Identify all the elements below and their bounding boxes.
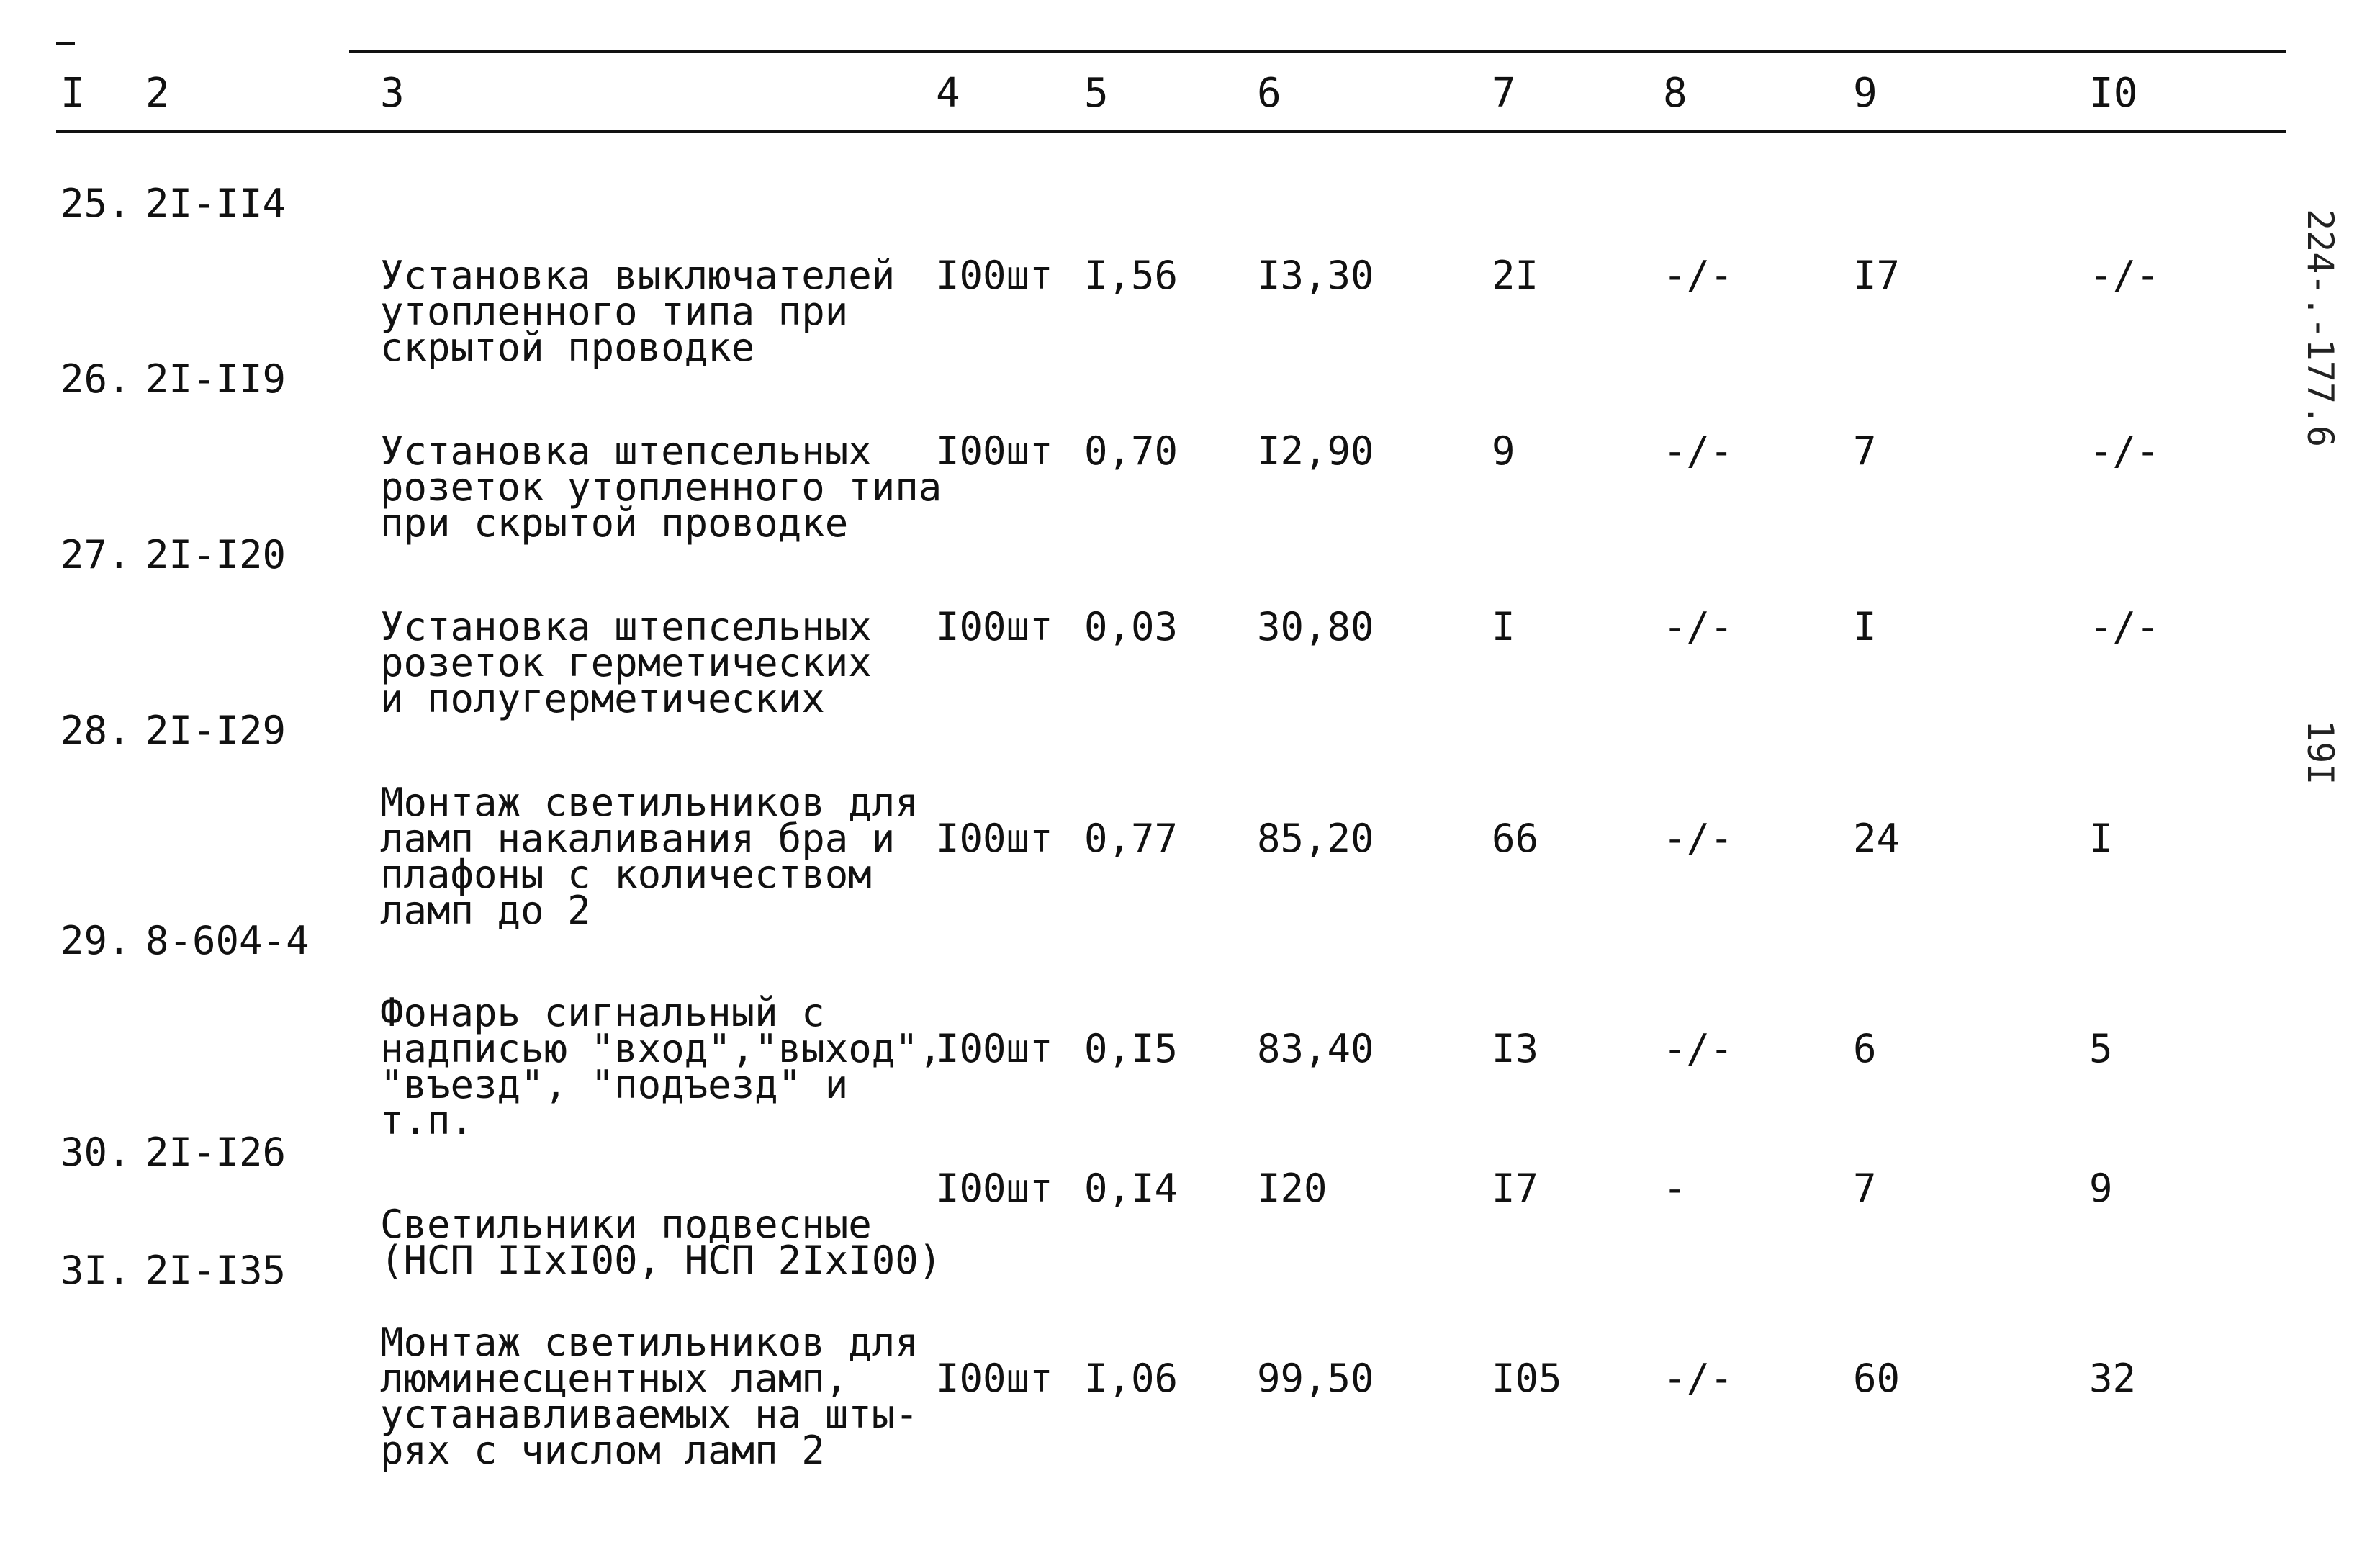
row-col9: I7 bbox=[1853, 253, 1901, 298]
row-col10: -/- bbox=[2089, 428, 2160, 474]
row-qty: 0,77 bbox=[1084, 816, 1178, 861]
row-col8: -/- bbox=[1663, 1026, 1734, 1071]
row-number: 28. bbox=[60, 708, 131, 753]
side-document-code: 224-.-177.6 bbox=[2299, 209, 2341, 448]
row-price: 99,50 bbox=[1257, 1356, 1374, 1401]
row-number: 27. bbox=[60, 532, 131, 577]
header-col-5: 5 bbox=[1084, 70, 1109, 117]
side-page-number: 19I bbox=[2299, 720, 2341, 785]
row-code: 2I-I35 bbox=[145, 1248, 287, 1293]
row-code: 2I-I26 bbox=[145, 1130, 287, 1175]
row-code: 2I-I29 bbox=[145, 708, 287, 753]
row-qty: 0,03 bbox=[1084, 604, 1178, 649]
row-code: 2I-I20 bbox=[145, 532, 287, 577]
row-col8: -/- bbox=[1663, 604, 1734, 649]
row-code: 2I-II4 bbox=[145, 181, 287, 226]
header-rule bbox=[56, 130, 2286, 133]
row-number: 26. bbox=[60, 356, 131, 402]
row-qty: 0,70 bbox=[1084, 428, 1178, 474]
row-unit: I00шт bbox=[936, 816, 1053, 861]
row-price: 83,40 bbox=[1257, 1026, 1374, 1071]
row-col9: I bbox=[1853, 604, 1877, 649]
row-price: 85,20 bbox=[1257, 816, 1374, 861]
row-description: Монтаж светильников для люминесцентных ламп, устанавливаемых на шты- рях с числом ламп 2 bbox=[380, 1320, 919, 1473]
row-col7: 9 bbox=[1492, 428, 1515, 474]
row-number: 3I. bbox=[60, 1248, 131, 1293]
row-col8: - bbox=[1663, 1166, 1687, 1211]
row-col9: 7 bbox=[1853, 1166, 1877, 1211]
row-price: I3,30 bbox=[1257, 253, 1374, 298]
row-col8: -/- bbox=[1663, 1356, 1734, 1401]
row-code: 2I-II9 bbox=[145, 356, 287, 402]
row-description: Установка выключателей утопленного типа при скрытой проводке bbox=[380, 253, 896, 370]
row-code: 8-604-4 bbox=[145, 918, 310, 963]
row-col10: 9 bbox=[2089, 1166, 2113, 1211]
row-qty: 0,I5 bbox=[1084, 1026, 1178, 1071]
row-col9: 6 bbox=[1853, 1026, 1877, 1071]
row-unit: I00шт bbox=[936, 253, 1053, 298]
row-col10: -/- bbox=[2089, 604, 2160, 649]
row-description: Монтаж светильников для ламп накаливания бра и плафоны с количеством ламп до 2 bbox=[380, 780, 919, 933]
row-number: 29. bbox=[60, 918, 131, 963]
header-col-3: 3 bbox=[380, 70, 405, 117]
row-price: 30,80 bbox=[1257, 604, 1374, 649]
row-col8: -/- bbox=[1663, 816, 1734, 861]
row-col8: -/- bbox=[1663, 428, 1734, 474]
row-qty: I,06 bbox=[1084, 1356, 1178, 1401]
row-unit: I00шт bbox=[936, 428, 1053, 474]
row-unit: I00шт bbox=[936, 1356, 1053, 1401]
row-unit: I00шт bbox=[936, 1166, 1053, 1211]
row-description: Светильники подвесные (НСП IIxI00, НСП 2IxI00) bbox=[380, 1202, 942, 1283]
header-col-9: 9 bbox=[1853, 70, 1878, 117]
header-col-6: 6 bbox=[1257, 70, 1281, 117]
row-col10: -/- bbox=[2089, 253, 2160, 298]
row-col7: I3 bbox=[1492, 1026, 1539, 1071]
top-rule-short bbox=[56, 42, 75, 45]
row-col7: I bbox=[1492, 604, 1515, 649]
row-col10: 32 bbox=[2089, 1356, 2137, 1401]
header-col-4: 4 bbox=[936, 70, 960, 117]
top-rule bbox=[349, 50, 2286, 53]
header-col-2: 2 bbox=[145, 70, 170, 117]
row-qty: I,56 bbox=[1084, 253, 1178, 298]
row-col9: 60 bbox=[1853, 1356, 1901, 1401]
row-col9: 24 bbox=[1853, 816, 1901, 861]
header-col-8: 8 bbox=[1663, 70, 1687, 117]
row-col7: I05 bbox=[1492, 1356, 1562, 1401]
row-col10: I bbox=[2089, 816, 2113, 861]
row-price: I2,90 bbox=[1257, 428, 1374, 474]
row-description: Установка штепсельных розеток герметических и полугерметических bbox=[380, 604, 872, 721]
header-col-7: 7 bbox=[1492, 70, 1516, 117]
header-col-10: I0 bbox=[2089, 70, 2138, 117]
row-qty: 0,I4 bbox=[1084, 1166, 1178, 1211]
row-unit: I00шт bbox=[936, 604, 1053, 649]
row-col9: 7 bbox=[1853, 428, 1877, 474]
row-unit: I00шт bbox=[936, 1026, 1053, 1071]
row-number: 30. bbox=[60, 1130, 131, 1175]
row-col7: 66 bbox=[1492, 816, 1539, 861]
row-col7: 2I bbox=[1492, 253, 1539, 298]
row-description: Фонарь сигнальный с надписью "вход","выход", "въезд", "подъезд" и т.п. bbox=[380, 990, 942, 1143]
row-description: Установка штепсельных розеток утопленного типа при скрытой проводке bbox=[380, 428, 942, 546]
header-col-1: I bbox=[60, 70, 85, 117]
row-col10: 5 bbox=[2089, 1026, 2113, 1071]
row-col8: -/- bbox=[1663, 253, 1734, 298]
row-col7: I7 bbox=[1492, 1166, 1539, 1211]
row-number: 25. bbox=[60, 181, 131, 226]
row-price: I20 bbox=[1257, 1166, 1328, 1211]
